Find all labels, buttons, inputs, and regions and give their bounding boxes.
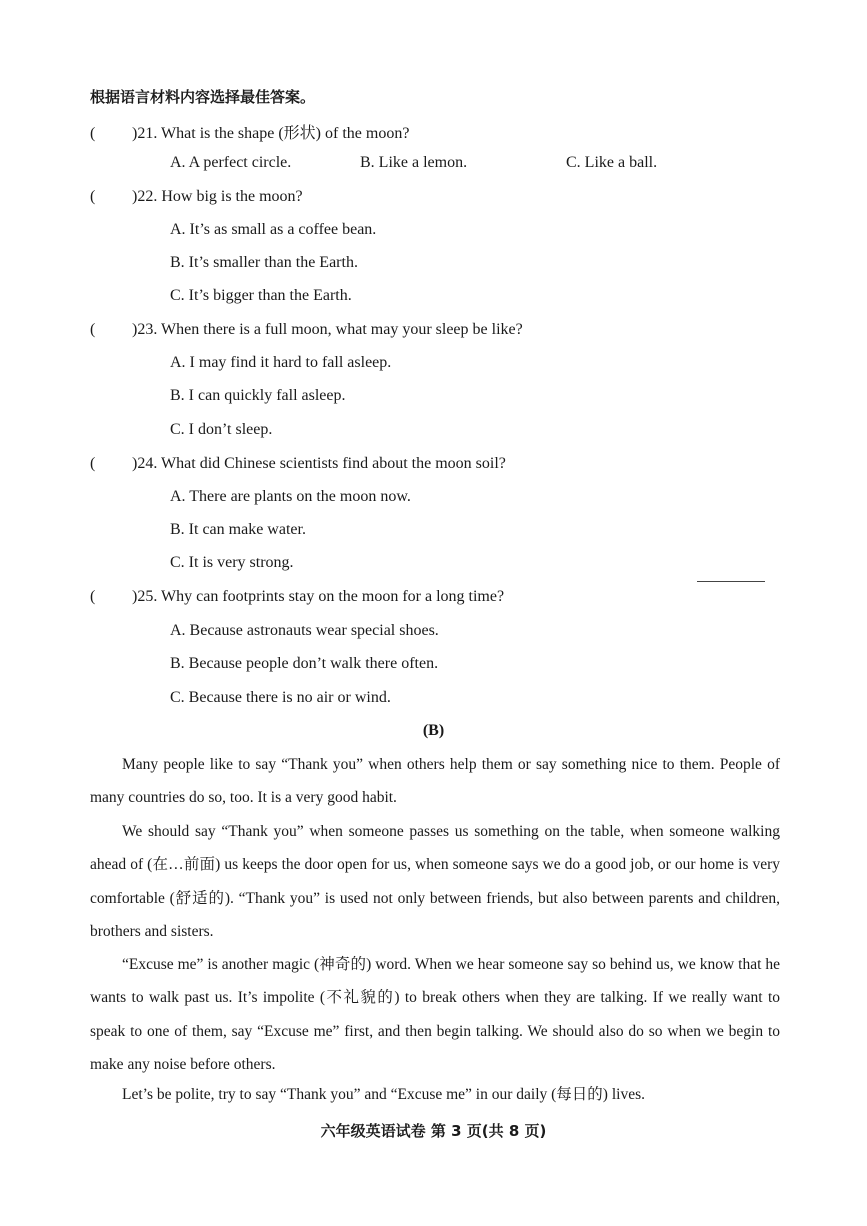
question-25 bbox=[90, 588, 504, 606]
passage-paragraph-4: Let’s be polite, try to say “Thank you” and “Excuse me” in our daily (每日的) lives. bbox=[122, 1086, 645, 1103]
answer-blank: ( bbox=[90, 188, 96, 205]
option-c: C. Like a ball. bbox=[566, 154, 658, 171]
passage-paragraph-1: Many people like to say “Thank you” when others help them or say something nice to them. People of many countries do so, too. It is a very good habit. bbox=[90, 756, 780, 807]
option-b: B. I can quickly fall asleep. bbox=[170, 387, 346, 404]
option-b: B. Because people don’t walk there often. bbox=[170, 655, 439, 672]
question-number: )21. bbox=[132, 125, 158, 142]
question-text: What is the shape (形状) of the moon? bbox=[161, 125, 410, 142]
question-number: )22. bbox=[132, 188, 158, 205]
answer-blank: ( bbox=[90, 321, 96, 338]
question-number: )25. bbox=[132, 588, 158, 605]
option-a: A. There are plants on the moon now. bbox=[170, 488, 411, 505]
section-title: (B) bbox=[422, 722, 445, 739]
option-b: B. Like a lemon. bbox=[360, 154, 468, 171]
option-c: C. I don’t sleep. bbox=[170, 421, 273, 438]
page-footer: 六年级英语试卷 第 3 页(共 8 页) bbox=[320, 1122, 547, 1140]
passage-paragraph-3: “Excuse me” is another magic (神奇的) word. When we hear someone say so behind us, we know that he wants to walk past us. It’s impolite (不礼貌的) to break others when they are talking. If we really want to speak to one of them, say “Excuse me” first, and then begin talking. We should also do so when we begin to make any noise before others. bbox=[90, 956, 780, 1073]
answer-blank: ( bbox=[90, 455, 96, 472]
option-c: C. It’s bigger than the Earth. bbox=[170, 287, 352, 304]
question-text: How big is the moon? bbox=[161, 188, 303, 205]
question-text: Why can footprints stay on the moon for a long time? bbox=[161, 588, 505, 605]
instruction-text: 根据语言材料内容选择最佳答案。 bbox=[90, 88, 316, 106]
question-24 bbox=[90, 455, 506, 473]
option-a: A. Because astronauts wear special shoes. bbox=[170, 622, 439, 639]
answer-blank: ( bbox=[90, 125, 96, 142]
question-23 bbox=[90, 321, 523, 339]
question-text: What did Chinese scientists find about the moon soil? bbox=[161, 455, 506, 472]
question-text: When there is a full moon, what may your sleep be like? bbox=[161, 321, 523, 338]
answer-blank: ( bbox=[90, 588, 96, 605]
question-21 bbox=[90, 120, 409, 143]
passage-paragraph-2: We should say “Thank you” when someone passes us something on the table, when someone walking ahead of (在…前面) us keeps the door open for us, when someone says we do a good job, or our home is very comfortable (舒适的). “Thank you” is used not only between friends, but also between parents and children, brothers and sisters. bbox=[90, 823, 780, 940]
question-number: )23. bbox=[132, 321, 158, 338]
question-number: )24. bbox=[132, 455, 158, 472]
question-22 bbox=[90, 188, 303, 206]
option-b: B. It’s smaller than the Earth. bbox=[170, 254, 358, 271]
option-c: C. It is very strong. bbox=[170, 554, 294, 571]
option-a: A. It’s as small as a coffee bean. bbox=[170, 221, 377, 238]
option-a: A. I may find it hard to fall asleep. bbox=[170, 354, 392, 371]
option-c: C. Because there is no air or wind. bbox=[170, 689, 391, 706]
option-a: A. A perfect circle. bbox=[170, 154, 292, 171]
option-b: B. It can make water. bbox=[170, 521, 306, 538]
decorative-rule bbox=[697, 581, 765, 582]
